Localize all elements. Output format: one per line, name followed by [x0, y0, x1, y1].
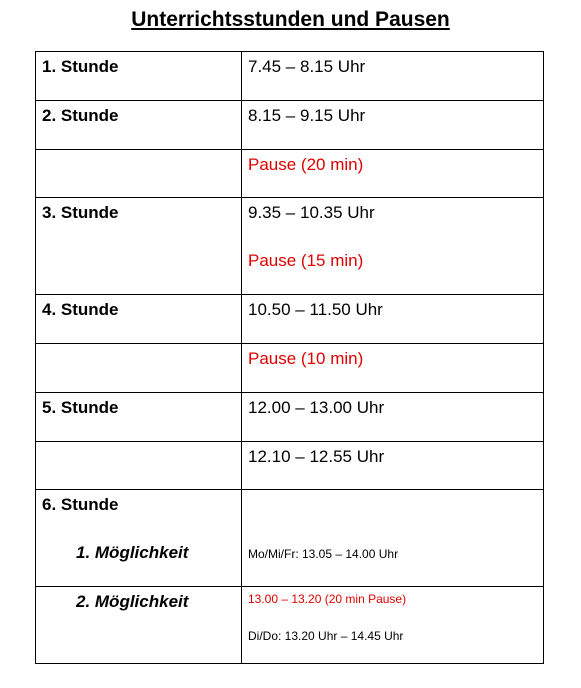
- lesson-label: 3. Stunde: [42, 203, 119, 222]
- table-row: [36, 442, 544, 490]
- lesson-cell: [36, 490, 242, 587]
- time-cell: [242, 101, 544, 150]
- lesson-cell: [36, 52, 242, 101]
- lesson-cell: [36, 344, 242, 393]
- table-row: [36, 101, 544, 150]
- time-cell: [242, 198, 544, 295]
- lesson-cell: [36, 101, 242, 150]
- lesson-cell: [36, 150, 242, 198]
- table-row: [36, 393, 544, 442]
- option-time: Mo/Mi/Fr: 13.05 – 14.00 Uhr: [248, 547, 399, 561]
- lesson-cell: [36, 198, 242, 295]
- lesson-cell: [36, 587, 242, 664]
- table-row: [36, 490, 544, 587]
- time-cell: [242, 490, 544, 587]
- table-row: [36, 150, 544, 198]
- time-cell: [242, 150, 544, 198]
- pause-text: 13.00 – 13.20 (20 min Pause): [248, 592, 407, 606]
- time-cell: [242, 52, 544, 101]
- table-row: [36, 295, 544, 344]
- schedule-table: [35, 51, 544, 664]
- lesson-label: 5. Stunde: [42, 398, 119, 417]
- lesson-time: 7.45 – 8.15 Uhr: [248, 57, 366, 76]
- lesson-time: 12.00 – 13.00 Uhr: [248, 398, 385, 417]
- lesson-cell: [36, 442, 242, 490]
- lesson-cell: [36, 295, 242, 344]
- table-row: [36, 344, 544, 393]
- time-cell: [242, 344, 544, 393]
- lesson-label: 4. Stunde: [42, 300, 119, 319]
- lesson-label: 1. Stunde: [42, 57, 119, 76]
- lesson-time: 12.10 – 12.55 Uhr: [248, 447, 385, 466]
- option-time: Di/Do: 13.20 Uhr – 14.45 Uhr: [248, 629, 404, 643]
- pause-text: Pause (15 min): [248, 251, 364, 270]
- page-title: Unterrichtsstunden und Pausen: [131, 8, 450, 31]
- lesson-time: 9.35 – 10.35 Uhr: [248, 203, 375, 222]
- pause-text: Pause (20 min): [248, 155, 364, 174]
- option-label: 2. Möglichkeit: [76, 592, 189, 611]
- table-row: [36, 52, 544, 101]
- option-label: 1. Möglichkeit: [76, 543, 189, 562]
- time-cell: [242, 393, 544, 442]
- time-cell: [242, 295, 544, 344]
- lesson-label: 6. Stunde: [42, 495, 119, 514]
- time-cell: [242, 587, 544, 664]
- lesson-cell: [36, 393, 242, 442]
- table-row: [36, 198, 544, 295]
- time-cell: [242, 442, 544, 490]
- table-row: [36, 587, 544, 664]
- pause-text: Pause (10 min): [248, 349, 364, 368]
- lesson-time: 8.15 – 9.15 Uhr: [248, 106, 366, 125]
- lesson-time: 10.50 – 11.50 Uhr: [248, 300, 383, 319]
- lesson-label: 2. Stunde: [42, 106, 119, 125]
